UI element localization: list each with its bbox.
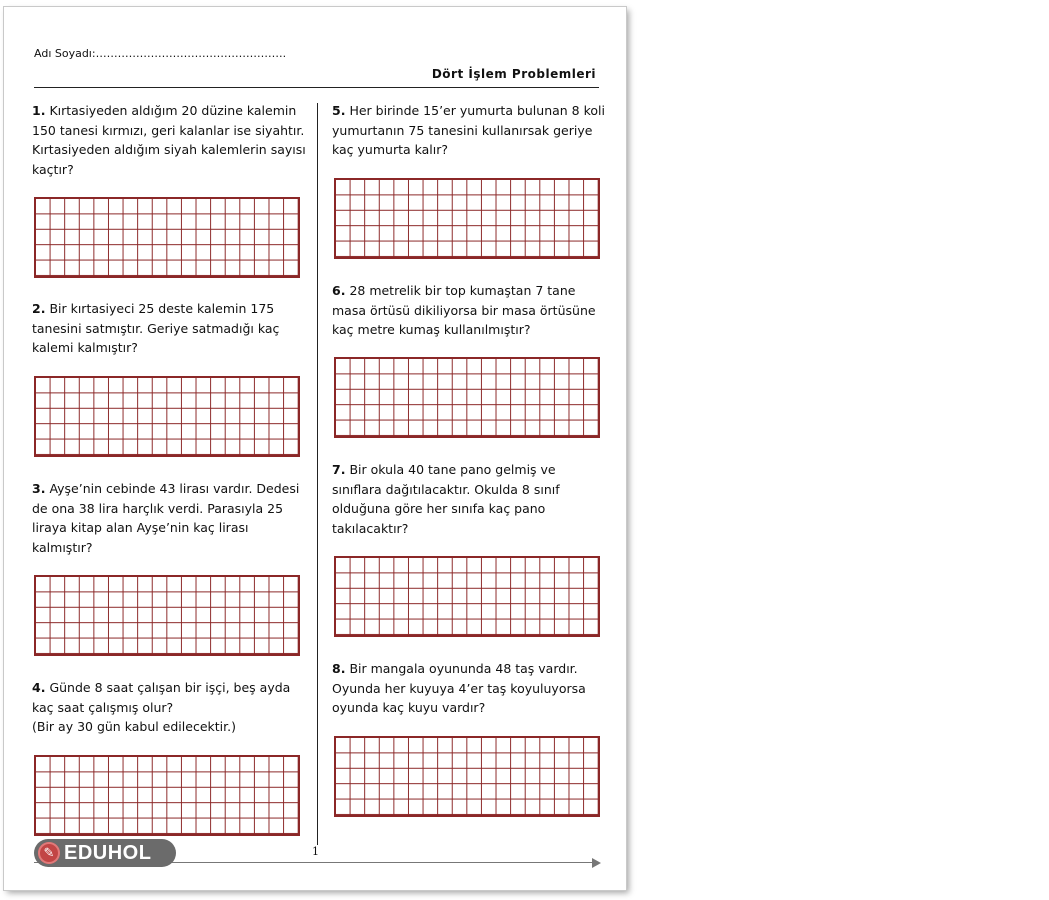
question-note: (Bir ay 30 gün kabul edilecektir.) <box>32 719 236 734</box>
question-number: 7. <box>332 462 346 477</box>
answer-grid-6 <box>334 357 600 438</box>
column-divider <box>317 103 318 845</box>
answer-grid-1 <box>34 197 300 278</box>
question-6 <box>332 281 607 340</box>
question-5 <box>332 101 607 160</box>
question-text: Kırtasiyeden aldığım 20 düzine kalemin 150 tanesi kırmızı, geri kalanlar ise siyahtır. Kırtasiyeden aldığım siyah kalemlerin sayısı kaçtır? <box>32 103 306 177</box>
answer-grid-5 <box>334 178 600 259</box>
question-number: 8. <box>332 661 346 676</box>
header-divider <box>34 87 599 88</box>
question-number: 3. <box>32 481 46 496</box>
question-text: Her birinde 15’er yumurta bulunan 8 koli yumurtanın 75 tanesini kullanırsak geriye kaç yumurta kalır? <box>332 103 605 157</box>
question-text: 28 metrelik bir top kumaştan 7 tane masa örtüsü dikiliyorsa bir masa örtüsüne kaç metre kumaş kullanılmıştır? <box>332 283 596 337</box>
question-text: Bir kırtasiyeci 25 deste kalemin 175 tanesini satmıştır. Geriye satmadığı kaç kalemi kalmıştır? <box>32 301 280 355</box>
answer-grid-3 <box>34 575 300 656</box>
eduhol-logo <box>34 839 176 867</box>
pencil-circle-icon: ✎ <box>38 842 60 864</box>
answer-grid-2 <box>34 376 300 457</box>
question-number: 2. <box>32 301 46 316</box>
question-4 <box>32 678 307 737</box>
question-number: 5. <box>332 103 346 118</box>
question-number: 6. <box>332 283 346 298</box>
question-3 <box>32 479 307 557</box>
worksheet-page <box>4 7 626 890</box>
question-text: Günde 8 saat çalışan bir işçi, beş ayda kaç saat çalışmış olur? <box>32 680 291 715</box>
question-text: Ayşe’nin cebinde 43 lirası vardır. Dedesi de ona 38 lira harçlık verdi. Parasıyla 25 liraya kitap alan Ayşe’nin kaç lirası kalmıştır? <box>32 481 300 555</box>
question-number: 4. <box>32 680 46 695</box>
logo-text: EDUHOL <box>64 841 152 864</box>
question-2 <box>32 299 307 358</box>
question-text: Bir okula 40 tane pano gelmiş ve sınıflara dağıtılacaktır. Okulda 8 sınıf olduğuna göre her sınıfa kaç pano takılacaktır? <box>332 462 560 536</box>
question-8 <box>332 659 607 718</box>
question-text: Bir mangala oyununda 48 taş vardır. Oyunda her kuyuya 4’er taş koyuluyorsa oyunda kaç kuyu vardır? <box>332 661 586 715</box>
page-number: 1 <box>312 845 319 858</box>
question-7 <box>332 460 607 538</box>
worksheet-title: Dört İşlem Problemleri <box>431 67 596 81</box>
arrow-right-icon <box>592 858 601 868</box>
question-number: 1. <box>32 103 46 118</box>
question-1 <box>32 101 307 179</box>
answer-grid-4 <box>34 755 300 836</box>
student-name-field: Adı Soyadı:……………………………………………. <box>34 47 287 60</box>
answer-grid-8 <box>334 736 600 817</box>
answer-grid-7 <box>334 556 600 637</box>
